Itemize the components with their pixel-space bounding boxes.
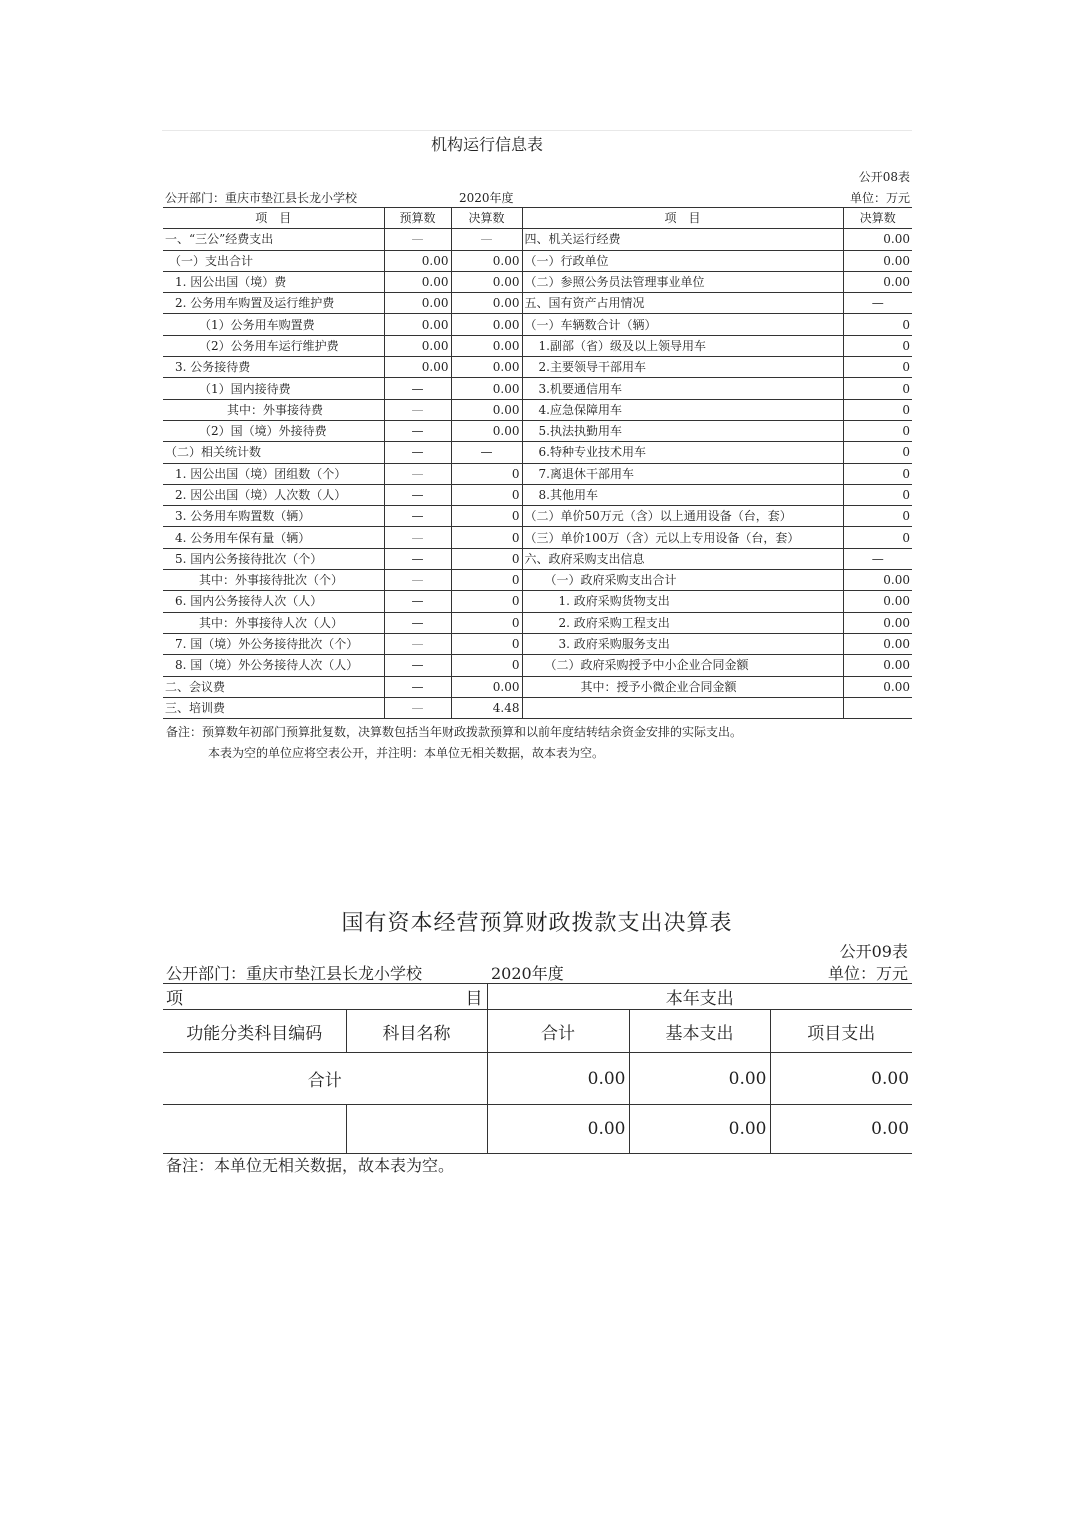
row-budget: 0.00 xyxy=(384,335,451,356)
row-item-right: 2. 政府采购工程支出 xyxy=(522,612,843,633)
table09-header-row2 xyxy=(163,1010,912,1053)
row-value-right: 0 xyxy=(843,420,912,441)
row-item-left: （1）公务用车购置费 xyxy=(163,314,384,335)
row-item-left: 8. 国（境）外公务接待人次（人） xyxy=(163,655,384,676)
row-item-right: （二）政府采购授予中小企业合同金额 xyxy=(522,655,843,676)
row-final: 0 xyxy=(451,527,522,548)
row-final: 0.00 xyxy=(451,378,522,399)
row-value-right: — xyxy=(843,293,912,314)
col-project: 项目支出 xyxy=(770,1010,912,1053)
row-item-left: （1）国内接待费 xyxy=(163,378,384,399)
row-budget: — xyxy=(384,527,451,548)
row-budget: — xyxy=(384,506,451,527)
row-value-right: 0.00 xyxy=(843,612,912,633)
row-item-left: 7. 国（境）外公务接待批次（个） xyxy=(163,633,384,654)
table09-year: 2020年度 xyxy=(491,964,564,983)
header-final: 决算数 xyxy=(451,208,522,229)
table08-row xyxy=(163,655,912,676)
row-item-right: （一）车辆数合计（辆） xyxy=(522,314,843,335)
row-value-right: 0.00 xyxy=(843,271,912,292)
row-item-left: 6. 国内公务接待人次（人） xyxy=(163,591,384,612)
row-item-left: 其中：外事接待批次（个） xyxy=(163,570,384,591)
table08-title: 机构运行信息表 xyxy=(430,135,543,154)
row-item-left: 3. 公务接待费 xyxy=(163,357,384,378)
col-total: 合计 xyxy=(487,1010,629,1053)
row-item-left: 一、“三公”经费支出 xyxy=(163,229,384,250)
table08-note2: 本表为空的单位应将空表公开，并注明：本单位无相关数据，故本表为空。 xyxy=(208,746,605,760)
table09-meta xyxy=(166,961,910,983)
header-item: 项 目 xyxy=(163,208,384,229)
row-value-right xyxy=(843,697,912,718)
table08-row xyxy=(163,378,912,399)
row-item-left: （一）支出合计 xyxy=(163,250,384,271)
row-value-right: 0.00 xyxy=(843,655,912,676)
row-final: 0 xyxy=(451,655,522,676)
row-item-left: （2）公务用车运行维护费 xyxy=(163,335,384,356)
row-final: 0.00 xyxy=(451,271,522,292)
row-value-right: 0 xyxy=(843,335,912,356)
row-final: 4.48 xyxy=(451,697,522,718)
row-final: 0 xyxy=(451,633,522,654)
table08-row xyxy=(163,314,912,335)
row-value-right: 0 xyxy=(843,527,912,548)
row-item-left: 1. 因公出国（境）费 xyxy=(163,271,384,292)
row-final: 0.00 xyxy=(451,250,522,271)
table08-row xyxy=(163,570,912,591)
blank-name xyxy=(346,1105,487,1154)
total-project: 0.00 xyxy=(770,1053,912,1105)
row-final: 0.00 xyxy=(451,335,522,356)
total-basic: 0.00 xyxy=(629,1053,770,1105)
row-final: 0.00 xyxy=(451,314,522,335)
blank-project: 0.00 xyxy=(770,1105,912,1154)
col-name: 科目名称 xyxy=(346,1010,487,1053)
header-budget: 预算数 xyxy=(384,208,451,229)
table09-current-expense: 本年支出 xyxy=(487,984,912,1010)
table09-unit: 单位：万元 xyxy=(827,964,908,983)
row-budget: — xyxy=(384,463,451,484)
table08-row xyxy=(163,591,912,612)
table08-year: 2020年度 xyxy=(459,191,514,205)
row-budget: 0.00 xyxy=(384,357,451,378)
col-code: 功能分类科目编码 xyxy=(163,1010,346,1053)
row-final: 0.00 xyxy=(451,293,522,314)
table08-row xyxy=(163,484,912,505)
row-item-left: 其中：外事接待人次（人） xyxy=(163,612,384,633)
row-value-right: 0 xyxy=(843,484,912,505)
row-value-right: 0.00 xyxy=(843,591,912,612)
table09-total-row xyxy=(163,1053,912,1105)
row-budget: — xyxy=(384,399,451,420)
row-item-right: （二）参照公务员法管理事业单位 xyxy=(522,271,843,292)
row-final: 0.00 xyxy=(451,676,522,697)
row-value-right: 0 xyxy=(843,399,912,420)
row-item-right: 8.其他用车 xyxy=(522,484,843,505)
row-item-right: 其中：授予小微企业合同金额 xyxy=(522,676,843,697)
row-item-left: 1. 因公出国（境）团组数（个） xyxy=(163,463,384,484)
row-value-right: 0 xyxy=(843,357,912,378)
row-budget: — xyxy=(384,378,451,399)
row-budget: — xyxy=(384,420,451,441)
row-final: 0 xyxy=(451,570,522,591)
row-item-right: （一）政府采购支出合计 xyxy=(522,570,843,591)
row-item-right: 3. 政府采购服务支出 xyxy=(522,633,843,654)
row-budget: — xyxy=(384,570,451,591)
table08-row xyxy=(163,250,912,271)
row-budget: — xyxy=(384,633,451,654)
row-budget: 0.00 xyxy=(384,250,451,271)
table09-code: 公开09表 xyxy=(839,942,908,961)
table09-title: 国有资本经营预算财政拨款支出决算表 xyxy=(341,911,733,936)
row-value-right: 0.00 xyxy=(843,676,912,697)
row-item-left: 三、培训费 xyxy=(163,697,384,718)
row-item-left: 2. 因公出国（境）人次数（人） xyxy=(163,484,384,505)
header-final2: 决算数 xyxy=(843,208,912,229)
row-budget: — xyxy=(384,655,451,676)
row-value-right: 0.00 xyxy=(843,633,912,654)
table08-meta xyxy=(165,189,912,207)
row-final: 0 xyxy=(451,612,522,633)
row-value-right: 0 xyxy=(843,506,912,527)
row-final: — xyxy=(451,442,522,463)
row-value-right: 0 xyxy=(843,442,912,463)
table08-row xyxy=(163,357,912,378)
blank-total: 0.00 xyxy=(487,1105,629,1154)
row-value-right: 0.00 xyxy=(843,229,912,250)
table08-dept: 公开部门：重庆市垫江县长龙小学校 xyxy=(165,191,358,205)
row-budget: — xyxy=(384,229,451,250)
row-item-right: 四、机关运行经费 xyxy=(522,229,843,250)
row-item-right: 1. 政府采购货物支出 xyxy=(522,591,843,612)
row-budget: — xyxy=(384,548,451,569)
row-item-right: （三）单价100万（含）元以上专用设备（台，套） xyxy=(522,527,843,548)
row-item-right: 7.离退休干部用车 xyxy=(522,463,843,484)
row-item-right: 2.主要领导干部用车 xyxy=(522,357,843,378)
table08-row xyxy=(163,506,912,527)
table08-notes xyxy=(166,722,742,764)
row-value-right: 0 xyxy=(843,463,912,484)
table08-note1: 备注：预算数年初部门预算批复数，决算数包括当年财政拨款预算和以前年度结转结余资金安排的实际支出。 xyxy=(166,725,743,739)
row-item-left: 3. 公务用车购置数（辆） xyxy=(163,506,384,527)
table08-row xyxy=(163,293,912,314)
table09 xyxy=(163,983,912,1154)
header-item2: 项 目 xyxy=(522,208,843,229)
table08-header-row xyxy=(163,208,912,229)
col-basic: 基本支出 xyxy=(629,1010,770,1053)
row-budget: — xyxy=(384,612,451,633)
row-item-right: 3.机要通信用车 xyxy=(522,378,843,399)
row-budget: — xyxy=(384,676,451,697)
table09-blank-row xyxy=(163,1105,912,1154)
row-value-right: 0.00 xyxy=(843,250,912,271)
row-value-right: 0.00 xyxy=(843,570,912,591)
row-item-left: 4. 公务用车保有量（辆） xyxy=(163,527,384,548)
row-item-right: 5.执法执勤用车 xyxy=(522,420,843,441)
table08-row xyxy=(163,463,912,484)
row-item-left: （二）相关统计数 xyxy=(163,442,384,463)
row-final: 0 xyxy=(451,506,522,527)
row-item-right: 1.副部（省）级及以上领导用车 xyxy=(522,335,843,356)
total-label: 合计 xyxy=(163,1053,487,1105)
row-final: 0.00 xyxy=(451,420,522,441)
table08-code: 公开08表 xyxy=(858,170,910,184)
row-budget: 0.00 xyxy=(384,293,451,314)
row-final: — xyxy=(451,229,522,250)
blank-basic: 0.00 xyxy=(629,1105,770,1154)
row-value-right: 0 xyxy=(843,378,912,399)
table08-row xyxy=(163,399,912,420)
row-budget: — xyxy=(384,484,451,505)
row-item-right xyxy=(522,697,843,718)
row-item-left: （2）国（境）外接待费 xyxy=(163,420,384,441)
row-item-right: （一）行政单位 xyxy=(522,250,843,271)
row-final: 0 xyxy=(451,484,522,505)
row-item-right: 五、国有资产占用情况 xyxy=(522,293,843,314)
table08-row xyxy=(163,676,912,697)
table08-row xyxy=(163,697,912,718)
total-total: 0.00 xyxy=(487,1053,629,1105)
row-budget: 0.00 xyxy=(384,314,451,335)
row-value-right: 0 xyxy=(843,314,912,335)
row-item-left: 2. 公务用车购置及运行维护费 xyxy=(163,293,384,314)
row-item-right: 六、政府采购支出信息 xyxy=(522,548,843,569)
table08-unit: 单位：万元 xyxy=(849,191,910,205)
table09-item-left: 项 xyxy=(166,989,183,1009)
table09-note: 备注：本单位无相关数据，故本表为空。 xyxy=(166,1156,455,1175)
table08-row xyxy=(163,633,912,654)
table08-row xyxy=(163,548,912,569)
table08-row xyxy=(163,442,912,463)
row-item-left: 5. 国内公务接待批次（个） xyxy=(163,548,384,569)
row-budget: 0.00 xyxy=(384,271,451,292)
table08-row xyxy=(163,420,912,441)
row-value-right: — xyxy=(843,548,912,569)
table09-item-right: 目 xyxy=(465,989,483,1009)
row-item-left: 其中：外事接待费 xyxy=(163,399,384,420)
table09-header-row1 xyxy=(163,984,912,1010)
row-item-left: 二、会议费 xyxy=(163,676,384,697)
table08-row xyxy=(163,612,912,633)
table08-row xyxy=(163,335,912,356)
row-final: 0 xyxy=(451,548,522,569)
page-top-rule xyxy=(162,130,912,131)
row-item-right: 6.特种专业技术用车 xyxy=(522,442,843,463)
row-item-right: 4.应急保障用车 xyxy=(522,399,843,420)
row-final: 0 xyxy=(451,463,522,484)
table08-row xyxy=(163,527,912,548)
blank-code xyxy=(163,1105,346,1154)
row-budget: — xyxy=(384,591,451,612)
row-final: 0.00 xyxy=(451,399,522,420)
table09-item-header xyxy=(163,984,487,1010)
table08 xyxy=(163,207,912,719)
table08-row xyxy=(163,271,912,292)
table08-row xyxy=(163,229,912,250)
row-budget: — xyxy=(384,697,451,718)
row-item-right: （二）单价50万元（含）以上通用设备（台，套） xyxy=(522,506,843,527)
row-budget: — xyxy=(384,442,451,463)
row-final: 0.00 xyxy=(451,357,522,378)
table09-dept: 公开部门：重庆市垫江县长龙小学校 xyxy=(166,964,423,983)
row-final: 0 xyxy=(451,591,522,612)
